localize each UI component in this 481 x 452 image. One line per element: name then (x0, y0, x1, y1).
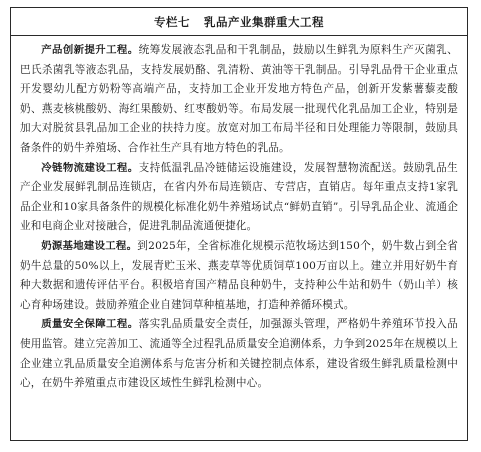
paragraph-heading: 奶源基地建设工程。 (41, 239, 138, 252)
paragraph-body: 统筹发展液态乳品和干乳制品，鼓励以生鲜乳为原料生产灭菌乳、巴氏杀菌乳等液态乳品，支持发展奶酪、乳清粉、黄油等干乳制品。引导乳品骨干企业重点开发婴幼儿配方奶粉等高端产品，支持加工企业开发地方特色产品，创新开发紫薯藜麦酸奶、燕麦核桃酸奶、海红果酸奶、红枣酸奶等。布局发展一批现代化乳品加工企业，特别是加大对脱贫县乳品加工企业的扶持力度。放宽对加工布局半径和日处理能力等限制，鼓励具备条件的奶牛养殖场、合作社生产具有地方特色的乳品。 (20, 44, 458, 154)
paragraph-heading: 质量安全保障工程。 (41, 318, 139, 331)
paragraph-milk-source (20, 237, 458, 315)
box-title-text: 乳品产业集群重大工程 (204, 14, 324, 29)
paragraph-product-innovation (20, 41, 458, 159)
feature-box (10, 7, 468, 441)
paragraph-cold-chain (20, 159, 458, 237)
paragraph-heading: 冷链物流建设工程。 (41, 161, 139, 174)
paragraph-body: 到2025年，全省标准化规模示范牧场达到150个，奶牛数占到全省奶牛总量的50%以上，发展青贮玉米、燕麦草等优质饲草100万亩以上。建立并用好奶牛育种大数据和遗传评估平台。积极培育国产精品良种奶牛，支持种公牛站和奶牛（奶山羊）核心育种场建设。鼓励养殖企业自建饲草种植基地，打造种养循环模式。 (20, 239, 458, 311)
paragraph-body: 落实乳品质量安全责任，加强源头管理，严格奶牛养殖环节投入品使用监管。建立完善加工、流通等全过程乳品质量安全追溯体系，力争到2025年在规模以上企业建立乳品质量安全追溯体系与危害分析和关键控制点体系，建设省级生鲜乳质量检测中心，在奶牛养殖重点市建设区域性生鲜乳检测中心。 (20, 318, 458, 390)
box-content (11, 36, 467, 394)
paragraph-quality-safety (20, 315, 458, 393)
box-title-number: 专栏七 (154, 14, 190, 29)
box-title (11, 8, 467, 36)
paragraph-heading: 产品创新提升工程。 (41, 44, 139, 56)
paragraph-body: 支持低温乳品冷链储运设施建设，发展智慧物流配送。鼓励乳品生产企业发展鲜乳制品连锁店，在省内外布局连锁店、专营店，直销店。每年重点支持1家乳品企业和10家具备条件的规模化标准化奶牛养殖场试点“鲜奶直销”。引导乳品企业、流通企业和电商企业对接融合，促进乳制品流通便捷化。 (20, 161, 458, 233)
